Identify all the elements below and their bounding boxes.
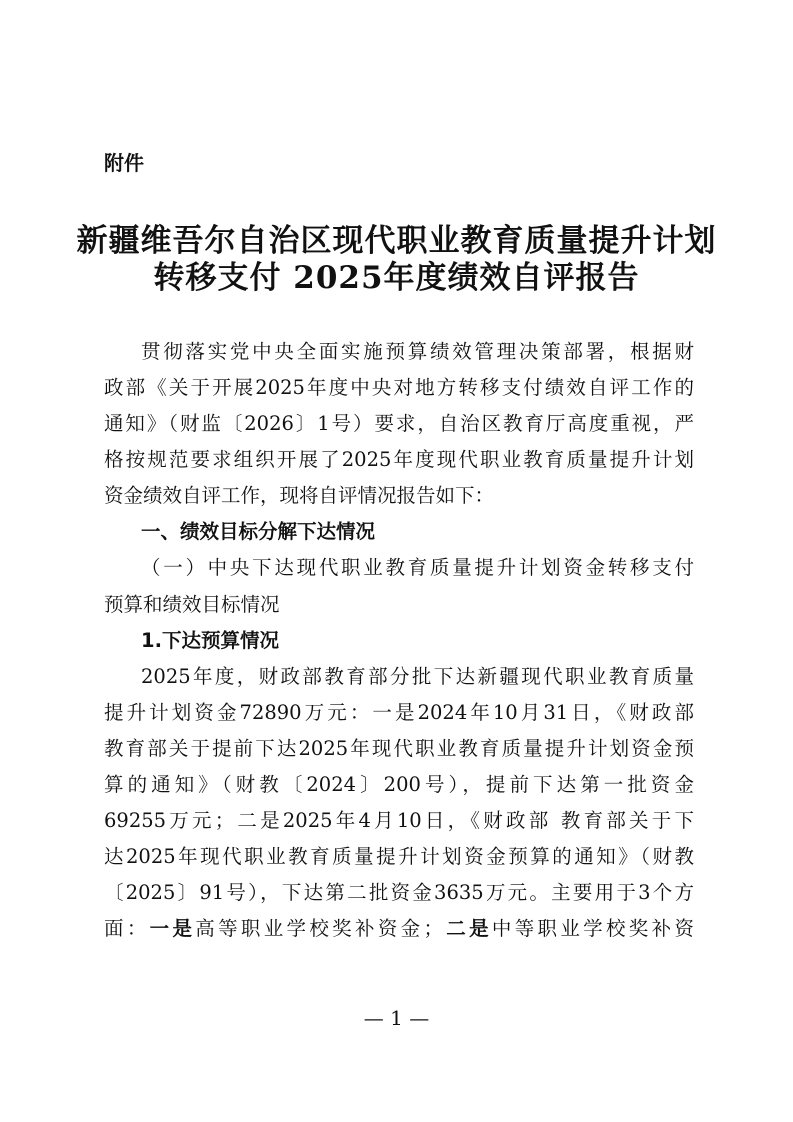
body-line-2: 提升计划资金72890万元：一是2024年10月31日，《财政部 bbox=[104, 701, 694, 724]
attachment-label: 附件 bbox=[104, 151, 144, 175]
body-line-8 bbox=[104, 915, 694, 943]
intro-line-3: 通知》（财监〔2026〕1号）要求，自治区教育厅高度重视，严 bbox=[104, 412, 694, 435]
text-span: 面： bbox=[104, 917, 150, 940]
body-line-4: 算的通知》（财教〔2024〕200号），提前下达第一批资金 bbox=[104, 773, 694, 796]
intro-line-4: 格按规范要求组织开展了2025年度现代职业教育质量提升计划 bbox=[104, 448, 694, 471]
subheading-line-1: （一）中央下达现代职业教育质量提升计划资金转移支付 bbox=[141, 556, 694, 579]
intro-line-1: 贯彻落实党中央全面实施预算绩效管理决策部署，根据财 bbox=[141, 340, 694, 363]
body-line-1: 2025年度，财政部教育部分批下达新疆现代职业教育质量 bbox=[141, 665, 694, 688]
subheading-line-2: 预算和绩效目标情况 bbox=[104, 593, 280, 616]
title-line-1: 新疆维吾尔自治区现代职业教育质量提升计划 bbox=[76, 223, 717, 259]
text-span: 高等职业学校奖补资金； bbox=[195, 917, 443, 940]
intro-line-5: 资金绩效自评工作，现将自评情况报告如下： bbox=[104, 484, 495, 507]
body-line-3: 教育部关于提前下达2025年现代职业教育质量提升计划资金预 bbox=[104, 737, 694, 760]
body-line-5: 69255万元；二是2025年4月10日，《财政部 教育部关于下 bbox=[104, 809, 694, 832]
text-span: 中等职业学校奖补资 bbox=[491, 917, 694, 940]
page-number: — 1 — bbox=[363, 1006, 430, 1030]
heading-2: 1.下达预算情况 bbox=[141, 629, 279, 652]
emphasis-first: 一是 bbox=[149, 917, 196, 940]
body-line-6: 达2025年现代职业教育质量提升计划资金预算的通知》（财教 bbox=[104, 845, 694, 868]
body-line-7: 〔2025〕91号），下达第二批资金3635万元。主要用于3个方 bbox=[104, 881, 694, 904]
intro-line-2: 政部《关于开展2025年度中央对地方转移支付绩效自评工作的 bbox=[104, 376, 694, 399]
title-line-2: 转移支付 2025年度绩效自评报告 bbox=[153, 260, 640, 296]
heading-1: 一、绩效目标分解下达情况 bbox=[141, 520, 376, 543]
emphasis-second: 二是 bbox=[442, 917, 492, 940]
